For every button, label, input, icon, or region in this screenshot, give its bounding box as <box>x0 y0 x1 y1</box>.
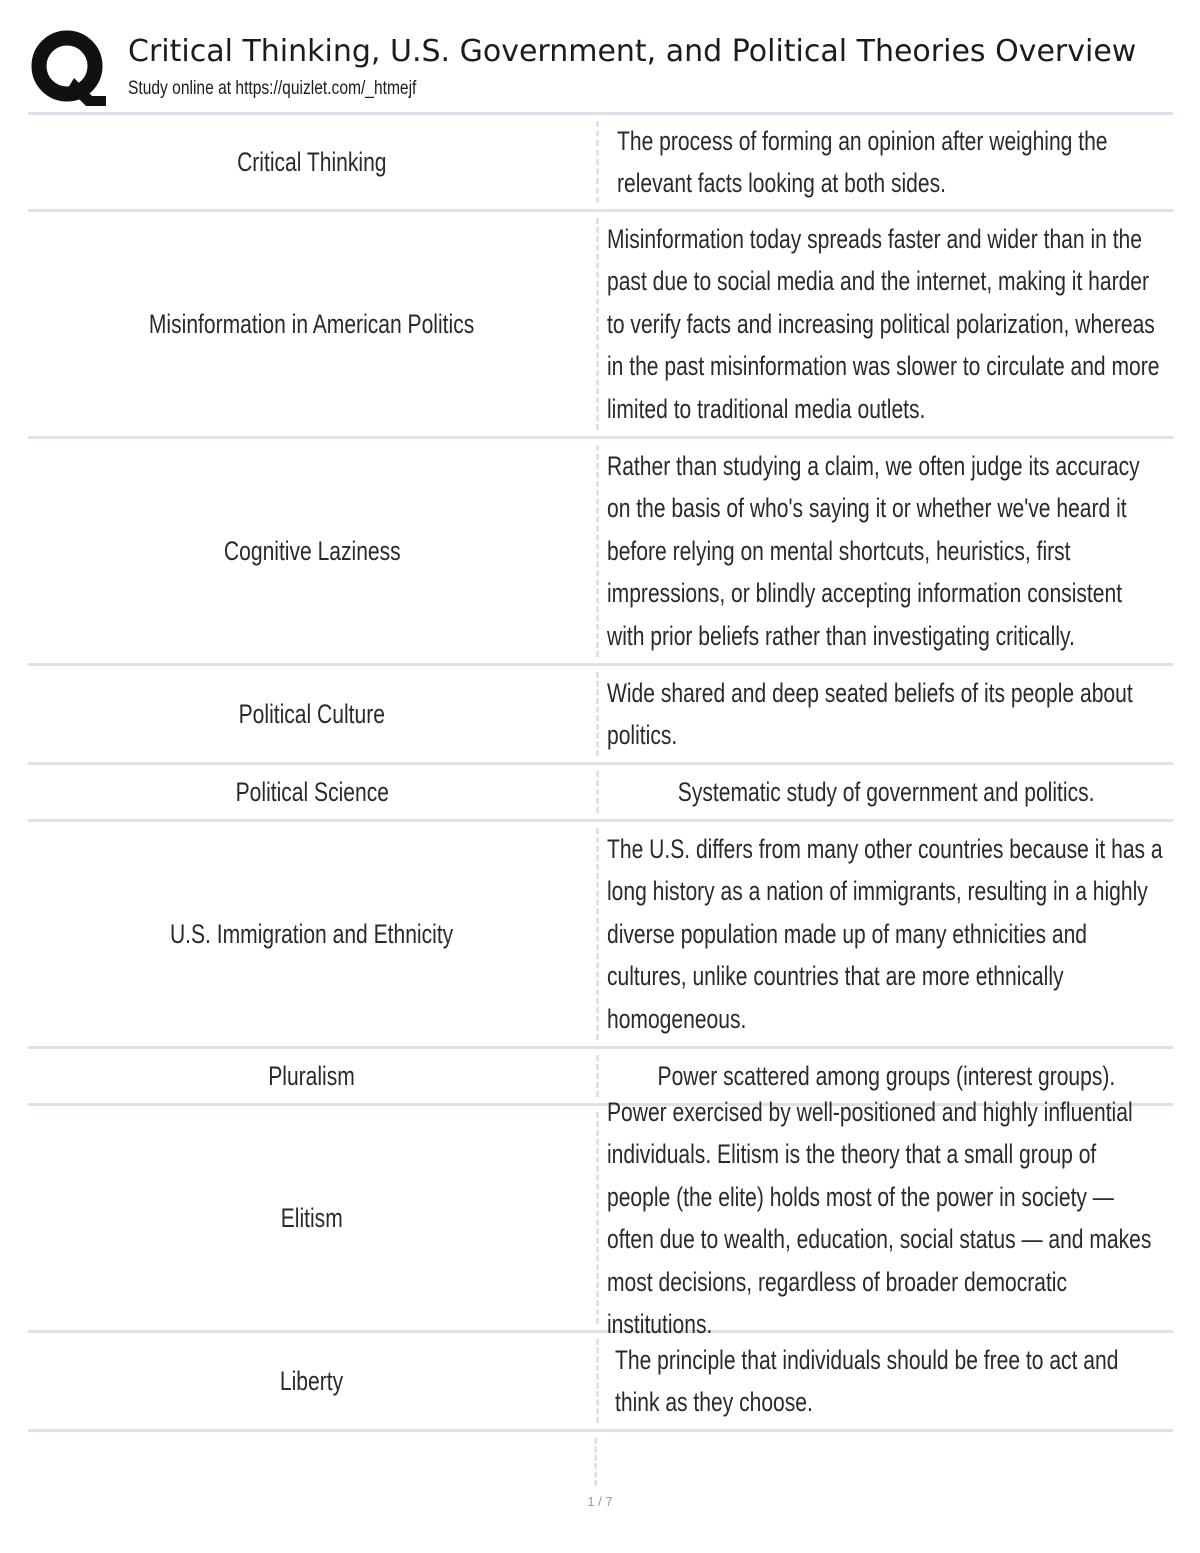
page-title: Critical Thinking, U.S. Government, and Political Theories Overview <box>128 34 1137 69</box>
card-term: Misinformation in American Politics <box>149 308 475 339</box>
card-term: Cognitive Laziness <box>223 535 401 566</box>
card-definition: Wide shared and deep seated beliefs of its people about politics. <box>607 677 1133 750</box>
flashcard-row <box>28 439 1173 666</box>
card-term: Political Culture <box>238 698 386 729</box>
card-term: Critical Thinking <box>237 146 387 177</box>
card-term: Liberty <box>280 1365 344 1396</box>
flashcard-row <box>28 822 1173 1049</box>
page-header <box>28 28 1173 112</box>
card-definition: Misinformation today spreads faster and wider than in the past due to social media and the internet, making it harder to verify facts and increasing political polarization, whereas in the past misinformation was slower to circulate and more limited to traditional media outlets. <box>607 223 1160 424</box>
card-definition: Power exercised by well-positioned and highly influential individuals. Elitism is the theory that a small group of people (the elite) holds most of the power in society — often due to wealth, education, social status — and makes most decisions, regardless of broader democratic institutions. <box>607 1096 1152 1339</box>
flashcard-row <box>28 666 1173 765</box>
quizlet-q-logo-icon <box>30 30 106 106</box>
card-term: Elitism <box>280 1202 344 1233</box>
flashcard-row <box>28 1096 1173 1339</box>
card-term: U.S. Immigration and Ethnicity <box>170 918 454 949</box>
page-number: 1 / 7 <box>587 1494 613 1509</box>
flashcard-list <box>28 115 1173 1432</box>
flashcard-row <box>28 1333 1173 1432</box>
flashcard-row <box>28 212 1173 439</box>
flashcard-row <box>28 765 1173 822</box>
card-definition: Rather than studying a claim, we often judge its accuracy on the basis of who's saying it or whether we've heard it before relying on mental shortcuts, heuristics, first impressions, or blindly accepting information consistent with prior beliefs rather than investigating critically. <box>607 450 1140 651</box>
study-online-link[interactable]: Study online at https://quizlet.com/_htmejf <box>128 78 417 99</box>
flashcard-row <box>28 115 1173 212</box>
card-term: Pluralism <box>268 1060 356 1091</box>
card-definition: Power scattered among groups (interest groups). <box>657 1060 1115 1091</box>
card-definition: The U.S. differs from many other countries because it has a long history as a nation of immigrants, resulting in a highly diverse population made up of many ethnicities and cultures, unlike countries that are more ethnically homogeneous. <box>607 833 1163 1034</box>
column-divider-tail <box>594 1438 597 1486</box>
card-definition: The process of forming an opinion after weighing the relevant facts looking at both sides. <box>617 125 1108 198</box>
card-definition: The principle that individuals should be free to act and think as they choose. <box>615 1344 1119 1417</box>
card-term: Political Science <box>235 776 389 807</box>
card-definition: Systematic study of government and politics. <box>677 776 1095 807</box>
